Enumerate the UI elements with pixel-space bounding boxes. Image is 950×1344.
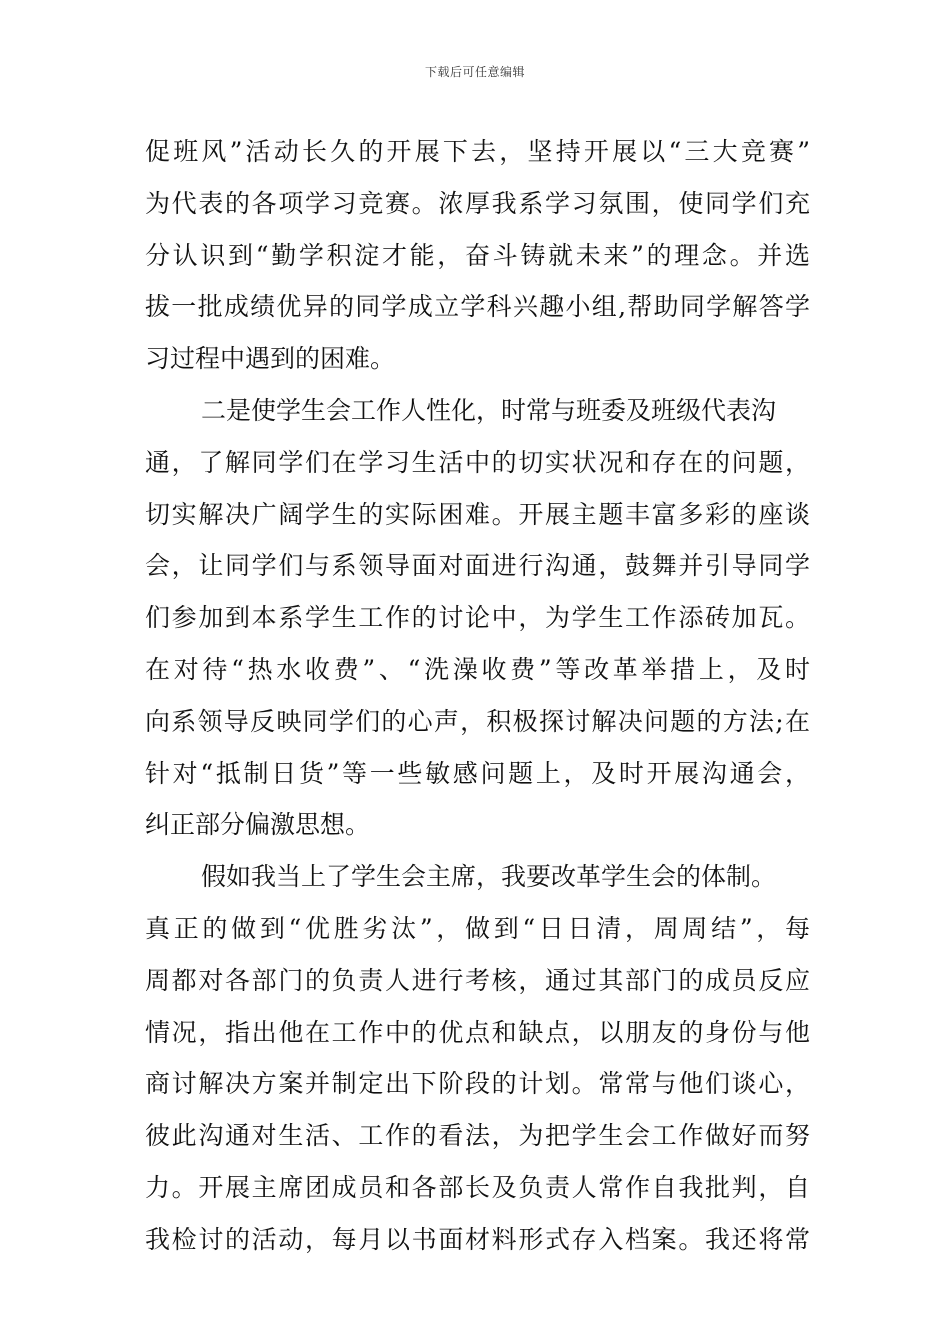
text-line: 拔一批成绩优异的同学成立学科兴趣小组,帮助同学解答学 (145, 292, 810, 322)
text-line: 通，了解同学们在学习生活中的切实状况和存在的问题， (145, 447, 810, 477)
text-line: 切实解决广阔学生的实际困难。开展主题丰富多彩的座谈 (145, 499, 810, 529)
text-line: 们参加到本系学生工作的讨论中，为学生工作添砖加瓦。 (145, 603, 810, 633)
text-line: 商讨解决方案并制定出下阶段的计划。常常与他们谈心， (145, 1069, 810, 1099)
text-line: 二是使学生会工作人性化，时常与班委及班级代表沟 (201, 395, 777, 425)
text-line: 力。开展主席团成员和各部长及负责人常作自我批判，自 (145, 1172, 810, 1202)
body-text (145, 126, 810, 1266)
text-line: 会，让同学们与系领导面对面进行沟通，鼓舞并引导同学 (145, 551, 810, 581)
text-line: 针对“抵制日货”等一些敏感问题上，及时开展沟通会， (145, 758, 810, 788)
text-line: 我检讨的活动，每月以书面材料形式存入档案。我还将常 (145, 1224, 810, 1254)
text-line: 习过程中遇到的困难。 (145, 344, 396, 374)
text-line: 分认识到“勤学积淀才能，奋斗铸就未来”的理念。并选 (145, 240, 810, 270)
header-note: 下载后可任意编辑 (424, 65, 525, 79)
text-line: 情况，指出他在工作中的优点和缺点，以朋友的身份与他 (145, 1017, 810, 1047)
text-line: 向系领导反映同学们的心声，积极探讨解决问题的方法;在 (145, 706, 810, 736)
text-line: 周都对各部门的负责人进行考核，通过其部门的成员反应 (145, 965, 810, 995)
text-line: 彼此沟通对生活、工作的看法，为把学生会工作做好而努 (145, 1121, 810, 1151)
text-line: 真正的做到“优胜劣汰”，做到“日日清，周周结”，每 (145, 913, 810, 943)
text-line: 假如我当上了学生会主席，我要改革学生会的体制。 (201, 862, 777, 892)
text-line: 在对待“热水收费”、“洗澡收费”等改革举措上，及时 (145, 654, 810, 684)
text-line: 纠正部分偏激思想。 (145, 810, 371, 840)
text-line: 促班风”活动长久的开展下去，坚持开展以“三大竞赛” (145, 137, 810, 166)
text-line: 为代表的各项学习竞赛。浓厚我系学习氛围，使同学们充 (145, 188, 810, 218)
